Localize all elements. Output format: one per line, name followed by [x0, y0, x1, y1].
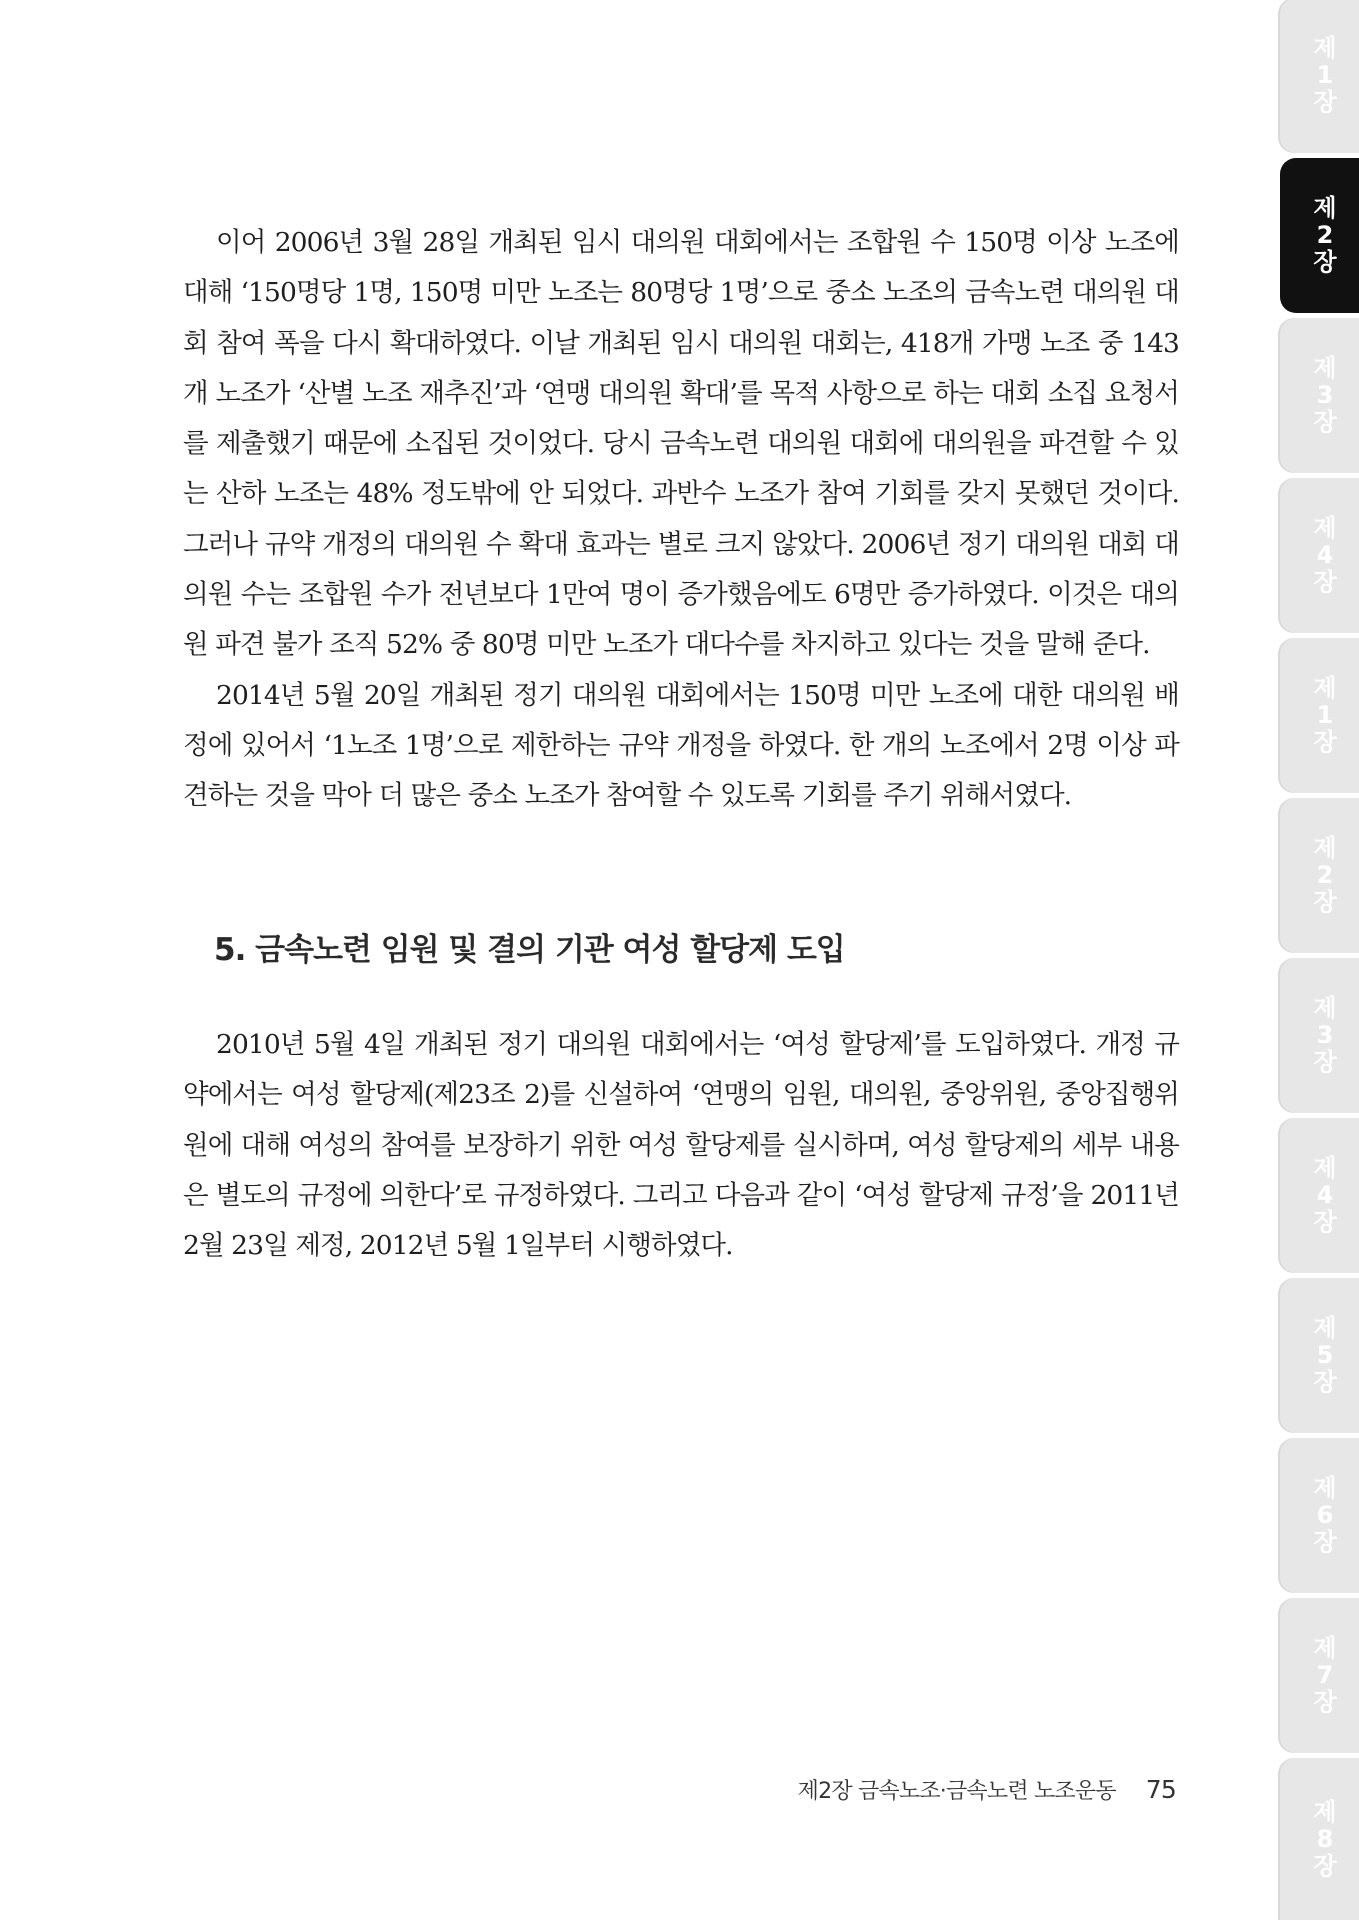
- chapter-tab-label: 제 6 장: [1313, 1474, 1337, 1556]
- chapter-tab-label: 제 5 장: [1313, 1314, 1337, 1396]
- chapter-tab[interactable]: [1280, 1598, 1359, 1753]
- chapter-tab[interactable]: [1280, 0, 1359, 153]
- chapter-tab[interactable]: [1280, 1758, 1359, 1920]
- chapter-tab[interactable]: [1280, 798, 1359, 953]
- chapter-tab-label: 제 3 장: [1313, 994, 1337, 1076]
- chapter-tab-label: 제 7 장: [1313, 1634, 1337, 1716]
- chapter-tab-label: 제 4 장: [1313, 514, 1337, 596]
- paragraph: 이어 2006년 3월 28일 개최된 임시 대의원 대회에서는 조합원 수 150명 이상 노조에 대해 ‘150명당 1명, 150명 미만 노조는 80명당 1명’으로 중소 노조의 금속노련 대의원 대회 참여 폭을 다시 확대하였다. 이날 개최된 임시 대의원 대회는, 418개 가맹 노조 중 143개 노조가 ‘산별 노조 재추진’과 ‘연맹 대의원 확대’를 목적 사항으로 하는 대회 소집 요청서를 제출했기 때문에 소집된 것이었다. 당시 금속노련 대의원 대회에 대의원을 파견할 수 있는 산하 노조는 48% 정도밖에 안 되었다. 과반수 노조가 참여 기회를 갖지 못했던 것이다. 그러나 규약 개정의 대의원 수 확대 효과는 별로 크지 않았다. 2006년 정기 대의원 대회 대의원 수는 조합원 수가 전년보다 1만여 명이 증가했음에도 6명만 증가하였다. 이것은 대의원 파견 불가 조직 52% 중 80명 미만 노조가 대다수를 차지하고 있다는 것을 말해 준다.: [183, 227, 1179, 661]
- section-heading: 5. 금속노련 임원 및 결의 기관 여성 할당제 도입: [214, 932, 845, 968]
- chapter-tab-label: 제 4 장: [1313, 1154, 1337, 1236]
- chapter-tab-label: 제 8 장: [1313, 1797, 1337, 1880]
- chapter-tab[interactable]: [1280, 1118, 1359, 1273]
- page-number: 75: [1145, 1775, 1176, 1804]
- chapter-tab-label: 제 2 장: [1313, 834, 1337, 916]
- chapter-tab[interactable]: [1280, 1278, 1359, 1433]
- chapter-tab[interactable]: [1280, 318, 1359, 473]
- chapter-tab[interactable]: [1280, 958, 1359, 1113]
- chapter-tab-label: 제 1 장: [1313, 34, 1337, 116]
- chapter-tabs: [1280, 0, 1359, 1920]
- body-text-top: [183, 218, 1179, 822]
- chapter-tab-label: 제 2 장: [1313, 194, 1337, 276]
- paragraph: 2010년 5월 4일 개최된 정기 대의원 대회에서는 ‘여성 할당제’를 도입하였다. 개정 규약에서는 여성 할당제(제23조 2)를 신설하여 ‘연맹의 임원, 대의원, 중앙위원, 중앙집행위원에 대해 여성의 참여를 보장하기 위한 여성 할당제를 실시하며, 여성 할당제의 세부 내용은 별도의 규정에 의한다’로 규정하였다. 그리고 다음과 같이 ‘여성 할당제 규정’을 2011년 2월 23일 제정, 2012년 5월 1일부터 시행하였다.: [183, 1029, 1179, 1262]
- chapter-tab[interactable]: [1280, 1438, 1359, 1593]
- chapter-tab-active[interactable]: [1280, 158, 1359, 313]
- chapter-tab[interactable]: [1280, 478, 1359, 633]
- paragraph: 2014년 5월 20일 개최된 정기 대의원 대회에서는 150명 미만 노조에 대한 대의원 배정에 있어서 ‘1노조 1명’으로 제한하는 규약 개정을 하였다. 한 개의 노조에서 2명 이상 파견하는 것을 막아 더 많은 중소 노조가 참여할 수 있도록 기회를 주기 위해서였다.: [183, 679, 1179, 812]
- body-text-bottom: [183, 1020, 1179, 1271]
- chapter-tab-label: 제 3 장: [1313, 354, 1337, 436]
- chapter-tab-label: 제 1 장: [1313, 674, 1337, 756]
- page-footer: [798, 1774, 1176, 1805]
- running-title: 제2장 금속노조·금속노련 노조운동: [797, 1779, 1116, 1804]
- chapter-tab[interactable]: [1280, 638, 1359, 793]
